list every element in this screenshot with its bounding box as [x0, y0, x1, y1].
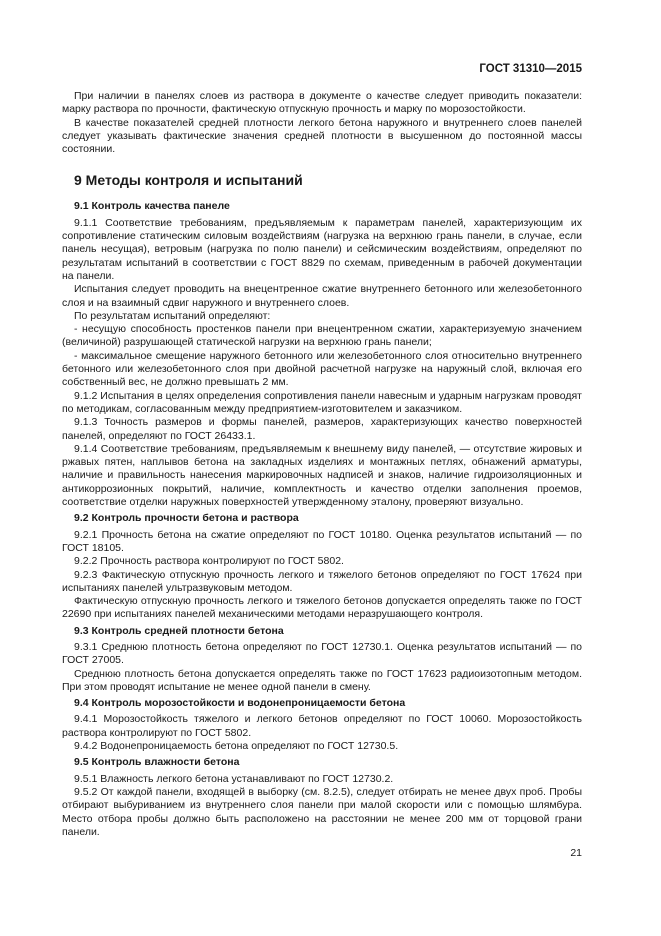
paragraph: 9.1.4 Соответствие требованиям, предъявляемым к внешнему виду панелей, — отсутствие жировых и ржавых пятен, наплывов бетона на закладных изделиях и монтажных петлях, обнажений арматуры, наличие и правильность нанесения маркировочных надписей и знаков, наличие гидроизоляционных и антикоррозионных покрытий, наличие, комплектность и качество отделки заполнения проемов, соответствие отделки наружных поверхностей утвержденному эталону, проверяют визуально. — [62, 442, 582, 509]
paragraph: 9.5.2 От каждой панели, входящей в выборку (см. 8.2.5), следует отбирать не менее двух проб. Пробы отбирают выбуриванием из внутреннего слоя панели при малой скорости или с помощью шлямбура. Место отбора пробы должно быть расположено на расстоянии не менее 200 мм от торцовой грани панели. — [62, 785, 582, 838]
paragraph: 9.2.2 Прочность раствора контролируют по ГОСТ 5802. — [74, 555, 344, 568]
paragraph: 9.4.2 Водонепроницаемость бетона определяют по ГОСТ 12730.5. — [74, 740, 399, 753]
page-number: 21 — [570, 847, 582, 859]
paragraph: 9.1.2 Испытания в целях определения сопротивления панели навесным и ударным нагрузкам проводят по методикам, согласованным между предприятием-изготовителем и заказчиком. — [62, 389, 582, 415]
paragraph: 9.2.3 Фактическую отпускную прочность легкого и тяжелого бетонов определяют по ГОСТ 17624 при испытаниях панелей ультразвуковым методом. — [62, 568, 582, 594]
paragraph: По результатам испытаний определяют: — [74, 309, 271, 322]
list-item: - максимальное смещение наружного бетонного или железобетонного слоя относительно внутреннего бетонного или железобетонного слоя при двойной расчетной нагрузке на наружный слой, включая его собственный вес, не должно превышать 2 мм. — [62, 349, 582, 389]
subsection-heading: 9.4 Контроль морозостойкости и водонепроницаемости бетона — [74, 697, 406, 710]
subsection-heading: 9.2 Контроль прочности бетона и раствора — [74, 512, 299, 525]
paragraph: В качестве показателей средней плотности легкого бетона наружного и внутреннего слоев панелей следует указывать фактические значения средней плотности в высушенном до постоянной массы состоянии. — [62, 116, 582, 156]
paragraph: 9.3.1 Среднюю плотность бетона определяют по ГОСТ 12730.1. Оценка результатов испытаний — по ГОСТ 27005. — [62, 640, 582, 667]
paragraph: Фактическую отпускную прочность легкого и тяжелого бетонов допускается определять также по ГОСТ 22690 при испытаниях панелей механическими методами неразрушающего контроля. — [62, 595, 582, 621]
paragraph: Испытания следует проводить на внецентренное сжатие внутреннего бетонного или железобетонного слоя и на взаимный сдвиг наружного и внутреннего слоев. — [62, 283, 582, 309]
paragraph: При наличии в панелях слоев из раствора в документе о качестве следует приводить показатели: марку раствора по прочности, фактическую отпускную прочность и марку по морозостойкости. — [62, 90, 582, 116]
paragraph: 9.1.3 Точность размеров и формы панелей, размеров, характеризующих качество поверхностей панелей, определяют по ГОСТ 26433.1. — [62, 416, 582, 442]
subsection-heading: 9.3 Контроль средней плотности бетона — [74, 624, 284, 637]
section-heading: 9 Методы контроля и испытаний — [74, 172, 303, 189]
list-item: - несущую способность простенков панели при внецентренном сжатии, характеризуемую значением (величиной) разрушающей статической нагрузки на верхнюю грань панели; — [62, 323, 582, 349]
paragraph: Среднюю плотность бетона допускается определять также по ГОСТ 17623 радиоизотопным методом. При этом проводят испытание не менее одной панели в смену. — [62, 667, 582, 693]
page-body — [62, 90, 582, 839]
paragraph: 9.1.1 Соответствие требованиям, предъявляемым к параметрам панелей, характеризующим их сопротивление статическим силовым воздействиям (нагрузка на верхнюю грань панели, в случае, если панель несущая), ветровым (нагрузка по полю панели) и сейсмическим воздействиям, определяют по результатам испытаний в соответствии с ГОСТ 8829 по схемам, приведенным в рабочей документации на панели. — [62, 216, 582, 282]
paragraph: 9.5.1 Влажность легкого бетона устанавливают по ГОСТ 12730.2. — [74, 772, 394, 785]
document-header-id: ГОСТ 31310—2015 — [479, 63, 582, 75]
subsection-heading: 9.5 Контроль влажности бетона — [74, 756, 240, 769]
subsection-heading: 9.1 Контроль качества панеле — [74, 200, 230, 213]
paragraph: 9.2.1 Прочность бетона на сжатие определяют по ГОСТ 10180. Оценка результатов испытаний — по ГОСТ 18105. — [62, 528, 582, 554]
paragraph: 9.4.1 Морозостойкость тяжелого и легкого бетонов определяют по ГОСТ 10060. Морозостойкость раствора контролируют по ГОСТ 5802. — [62, 713, 582, 739]
